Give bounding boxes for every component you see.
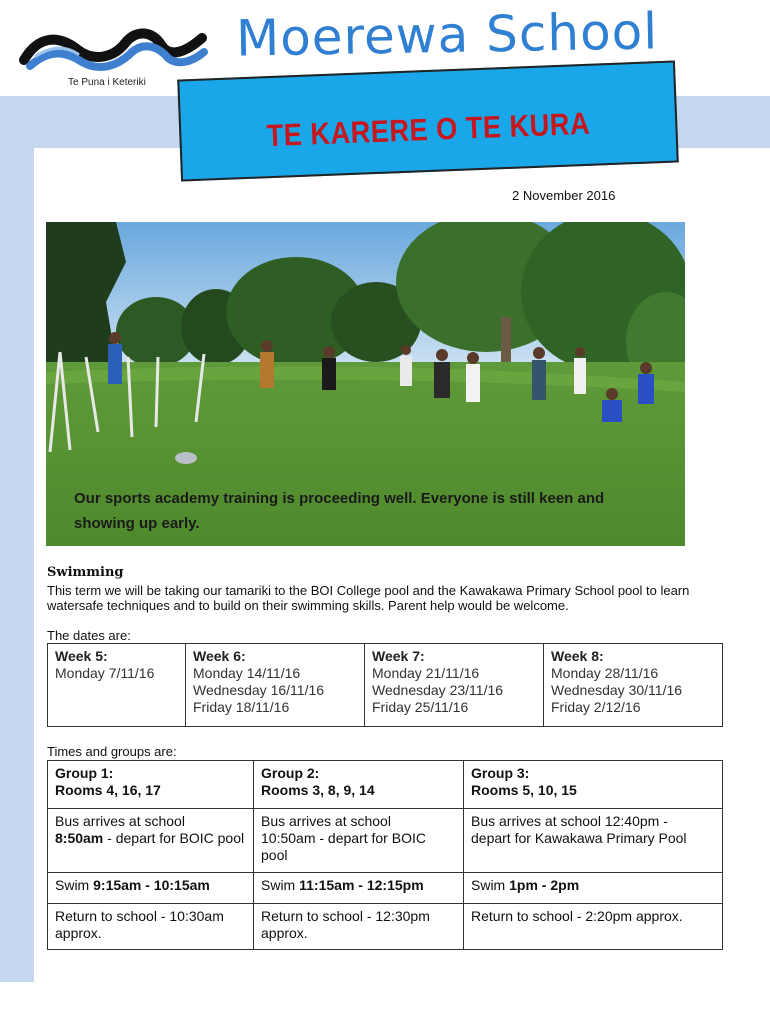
bus-text: Bus arrives at school bbox=[55, 813, 185, 829]
table-row bbox=[48, 809, 723, 873]
bus-text: depart for Kawakawa Primary Pool bbox=[471, 830, 687, 846]
logo-caption: Te Puna i Keteriki bbox=[68, 77, 146, 88]
left-accent-band bbox=[0, 96, 34, 982]
week-day: Monday 21/11/16 bbox=[372, 665, 480, 681]
bus-text: - depart for BOIC pool bbox=[103, 830, 245, 846]
week-cell bbox=[365, 644, 544, 727]
swim-cell bbox=[254, 873, 464, 904]
group-header-cell bbox=[464, 761, 723, 809]
swim-cell bbox=[464, 873, 723, 904]
week-heading: Week 6: bbox=[193, 648, 246, 664]
week-heading: Week 7: bbox=[372, 648, 425, 664]
table-row bbox=[48, 873, 723, 904]
bus-text: Bus arrives at school bbox=[261, 813, 391, 829]
week-cell bbox=[544, 644, 723, 727]
week-day: Friday 18/11/16 bbox=[193, 699, 290, 715]
times-label: Times and groups are: bbox=[47, 744, 177, 759]
group-name: Group 1: bbox=[55, 765, 114, 781]
week-day: Friday 25/11/16 bbox=[372, 699, 469, 715]
swim-time: 1pm - 2pm bbox=[509, 877, 580, 893]
section-title-swimming: Swimming bbox=[47, 565, 124, 580]
swimming-paragraph: This term we will be taking our tamariki to the BOI College pool and the Kawakawa Primary School pool to learn watersafe techniques and to build on their swimming skills. Parent help would be welcome. bbox=[47, 583, 690, 613]
photo-caption: Our sports academy training is proceeding well. Everyone is still keen and showing up early. bbox=[74, 490, 605, 532]
bus-cell bbox=[48, 809, 254, 873]
group-rooms: Rooms 3, 8, 9, 14 bbox=[261, 782, 375, 798]
bus-time: 8:50am bbox=[55, 830, 104, 846]
table-row bbox=[48, 904, 723, 950]
swim-label: Swim bbox=[471, 877, 510, 893]
swim-label: Swim bbox=[261, 877, 300, 893]
bus-text: Bus arrives at school 12:40pm - bbox=[471, 813, 668, 829]
newsletter-banner bbox=[177, 60, 679, 181]
swim-label: Swim bbox=[55, 877, 94, 893]
group-name: Group 2: bbox=[261, 765, 320, 781]
swim-time: 11:15am - 12:15pm bbox=[299, 877, 424, 893]
week-day: Friday 2/12/16 bbox=[551, 699, 641, 715]
table-row bbox=[48, 761, 723, 809]
table-row bbox=[48, 644, 723, 727]
school-name: Moerewa School bbox=[235, 2, 659, 68]
newsletter-date: 2 November 2016 bbox=[512, 188, 616, 203]
dates-label: The dates are: bbox=[47, 628, 131, 643]
bus-cell bbox=[464, 809, 723, 873]
banner-title: TE KARERE O TE KURA bbox=[265, 105, 591, 154]
bus-cell bbox=[254, 809, 464, 873]
return-cell: Return to school - 10:30am approx. bbox=[48, 904, 254, 950]
week-day: Monday 28/11/16 bbox=[551, 665, 659, 681]
sports-academy-photo bbox=[46, 222, 685, 546]
swim-dates-table bbox=[47, 643, 723, 727]
week-day: Monday 7/11/16 bbox=[55, 665, 155, 681]
week-heading: Week 8: bbox=[551, 648, 604, 664]
group-header-cell bbox=[254, 761, 464, 809]
group-header-cell bbox=[48, 761, 254, 809]
group-name: Group 3: bbox=[471, 765, 530, 781]
return-cell: Return to school - 2:20pm approx. bbox=[464, 904, 723, 950]
group-rooms: Rooms 4, 16, 17 bbox=[55, 782, 161, 798]
bus-text: 10:50am - depart for BOIC pool bbox=[261, 830, 426, 863]
swim-time: 9:15am - 10:15am bbox=[93, 877, 210, 893]
week-day: Wednesday 16/11/16 bbox=[193, 682, 325, 698]
week-day: Monday 14/11/16 bbox=[193, 665, 301, 681]
swim-cell bbox=[48, 873, 254, 904]
return-cell: Return to school - 12:30pm approx. bbox=[254, 904, 464, 950]
week-cell bbox=[48, 644, 186, 727]
week-day: Wednesday 23/11/16 bbox=[372, 682, 504, 698]
swim-groups-table bbox=[47, 760, 723, 950]
week-cell bbox=[186, 644, 365, 727]
week-heading: Week 5: bbox=[55, 648, 108, 664]
week-day: Wednesday 30/11/16 bbox=[551, 682, 683, 698]
group-rooms: Rooms 5, 10, 15 bbox=[471, 782, 577, 798]
